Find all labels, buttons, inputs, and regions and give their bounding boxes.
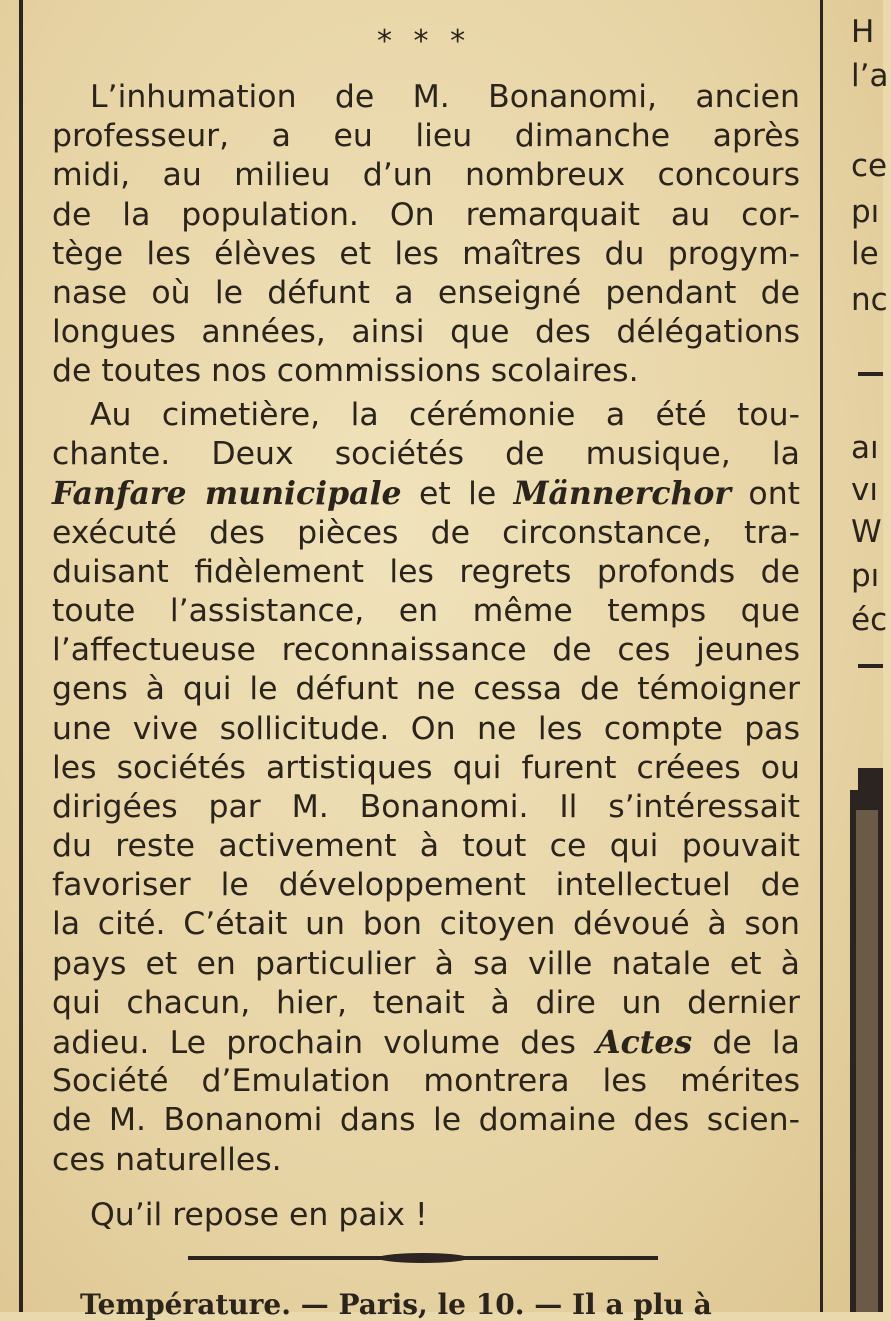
- fragment-text: pı: [851, 194, 880, 230]
- text-line: toute l’assistance, en même temps que: [52, 592, 800, 629]
- paragraph-2: [52, 396, 800, 1180]
- text-line: exécuté des pièces de circonstance, tra-: [52, 514, 800, 551]
- fragment-text: pı: [851, 558, 880, 594]
- text-line: pays et en particulier à sa ville natale et à: [52, 945, 800, 982]
- text-line: qui chacun, hier, tenait à dire un dernier: [52, 984, 800, 1021]
- text-line: dirigées par M. Bonanomi. Il s’intéressait: [52, 788, 800, 825]
- fragment-text: W: [851, 514, 882, 550]
- text-line: longues années, ainsi que des délégations: [52, 314, 800, 351]
- right-column-block-cap: [858, 768, 883, 790]
- text-line: de la population. On remarquait au cor-: [52, 196, 800, 233]
- fragment-text: nc: [851, 282, 888, 318]
- fragment-text: ce: [851, 148, 888, 184]
- text-line: la cité. C’était un bon citoyen dévoué à son: [52, 906, 800, 943]
- right-column-dash: [858, 372, 883, 376]
- right-column-dash: [858, 664, 883, 668]
- text-line: favoriser le développement intellectuel de: [52, 867, 800, 904]
- text-line: midi, au milieu d’un nombreux concours: [52, 157, 800, 194]
- article-separator-rule: [188, 1256, 658, 1260]
- closing-line: Qu’il repose en paix !: [90, 1197, 428, 1233]
- paragraph-1: [52, 78, 800, 392]
- fragment-text: éc: [851, 602, 888, 638]
- text-line: ces naturelles.: [52, 1141, 282, 1178]
- connector-text: et le: [418, 476, 497, 513]
- text-line: L’inhumation de M. Bonanomi, ancien: [90, 79, 800, 115]
- asterism-separator: * * *: [377, 24, 472, 59]
- text-line: de toutes nos commissions scolaires.: [52, 353, 639, 390]
- text-line-italic-actes: [52, 1023, 800, 1062]
- next-article-headline: Température. — Paris, le 10. — Il a plu à: [80, 1288, 712, 1321]
- closing-paragraph: [52, 1196, 800, 1235]
- text-line: nase où le défunt a enseigné pendant de: [52, 274, 800, 311]
- right-column-block-inner: [856, 810, 878, 1312]
- text-line: Au cimetière, la cérémonie a été tou-: [90, 397, 800, 433]
- text-line: les sociétés artistiques qui furent créees ou: [52, 749, 800, 786]
- fragment-text: vı: [851, 472, 878, 508]
- text-line: du reste activement à tout ce qui pouvait: [52, 828, 800, 865]
- text-line-italic-names: [52, 474, 800, 513]
- actes-name: Actes: [596, 1024, 693, 1061]
- right-column-rule: [820, 0, 823, 1312]
- left-column-rule: [19, 0, 23, 1312]
- text-line: tège les élèves et les maîtres du progym-: [52, 235, 800, 272]
- text-line: l’affectueuse reconnaissance de ces jeunes: [52, 632, 800, 669]
- text-line: gens à qui le défunt ne cessa de témoigner: [52, 671, 800, 708]
- fanfare-name: Fanfare municipale: [52, 475, 402, 513]
- text-line: professeur, a eu lieu dimanche après: [52, 118, 800, 155]
- connector-text: ont: [748, 476, 801, 513]
- text-line: une vive sollicitude. On ne les compte pas: [52, 710, 800, 747]
- connector-text: de la: [712, 1025, 800, 1061]
- choir-name: Männerchor: [513, 475, 732, 513]
- fragment-text: H: [851, 14, 875, 50]
- right-column-dark-block: [850, 790, 883, 1312]
- fragment-text: l’a: [851, 58, 889, 94]
- fragment-text: aı: [851, 430, 879, 466]
- text-line: Société d’Emulation montrera les mérites: [52, 1063, 800, 1100]
- connector-text: adieu. Le prochain volume des: [52, 1025, 576, 1061]
- text-line: duisant fidèlement les regrets profonds de: [52, 553, 800, 590]
- text-line: chante. Deux sociétés de musique, la: [52, 436, 800, 473]
- text-line: de M. Bonanomi dans le domaine des scien-: [52, 1102, 800, 1139]
- fragment-text: le: [851, 236, 879, 272]
